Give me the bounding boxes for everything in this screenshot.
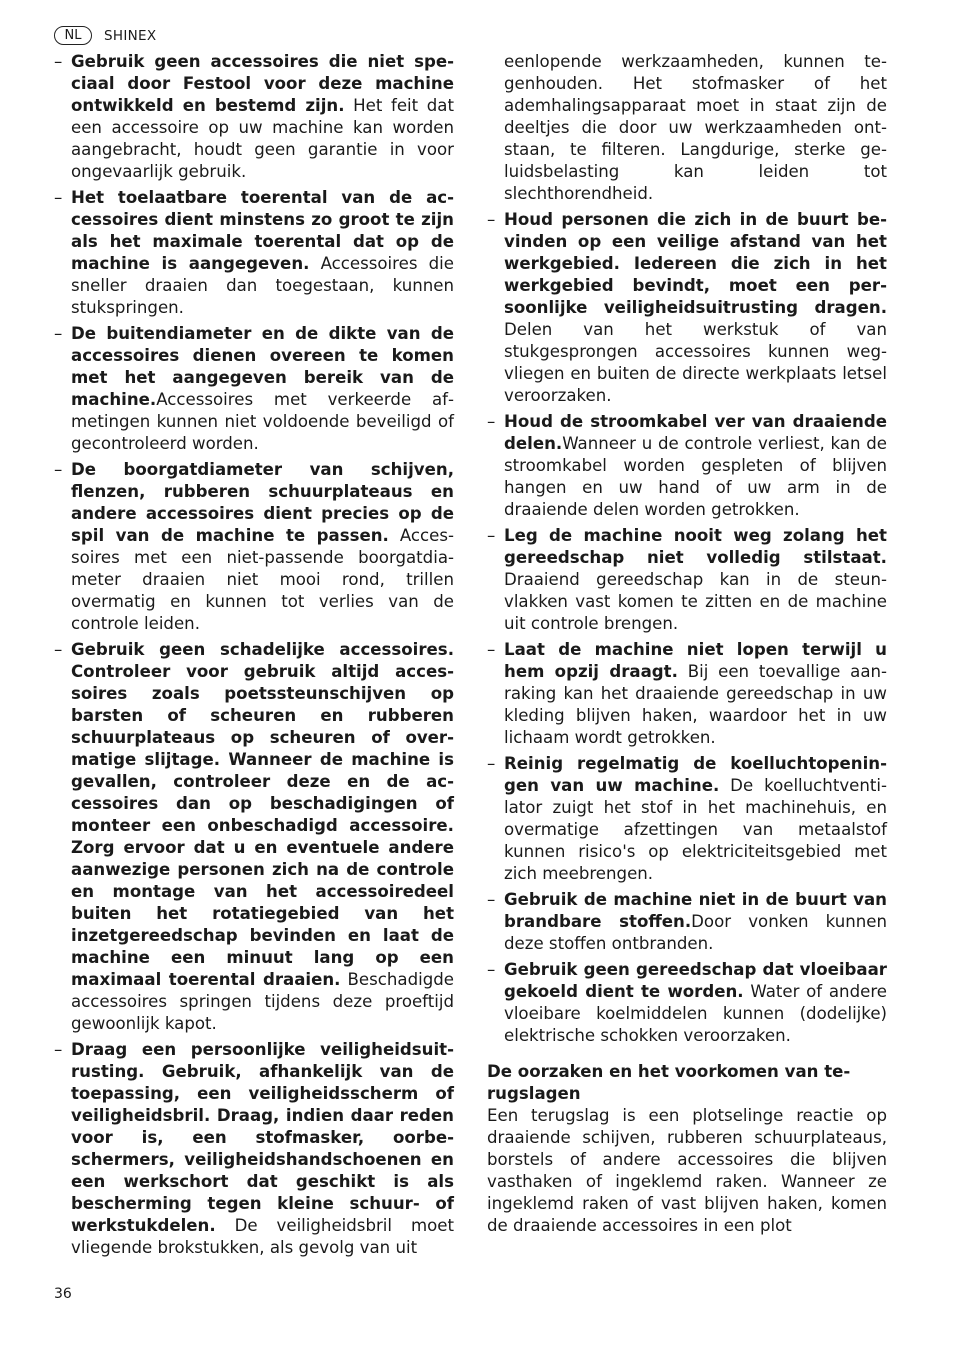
- item-bold: Gebruik geen gereedschap dat vloeibaar gekoeld dient te worden.: [504, 960, 887, 1001]
- page-number: 36: [54, 1286, 72, 1302]
- bullet-dash: –: [487, 960, 496, 979]
- right-column: [487, 51, 887, 1237]
- safety-item: [54, 639, 454, 1035]
- item-text: Water of andere vloeibare koelmiddelen kunnen (dodelijke) elektrische schokken veroorzaken.: [504, 982, 887, 1045]
- item-bold: Reinig regelmatig de koelluchtopeningen van uw machine.: [504, 754, 887, 795]
- bullet-dash: –: [487, 640, 496, 659]
- bullet-dash: –: [54, 52, 63, 71]
- section-heading: De oorzaken en het voorkomen van terugslagen: [487, 1062, 851, 1103]
- item-bold: Gebruik de machine niet in de buurt van brandbare stoffen.: [504, 890, 887, 931]
- continued-text: eenlopende werkzaamheden, kunnen tegenhouden. Het stofmasker of het ademhalingsapparaat moet in staat zijn de deeltjes die door uw werkzaamheden ontstaan, te filteren. Langdurige, sterke geluidsbelasting kan leiden tot slechthorendheid.: [504, 52, 887, 203]
- item-bold: Leg de machine nooit weg zolang het gereedschap niet volledig stilstaat.: [504, 526, 887, 567]
- item-text: De veiligheidsbril moet vliegende brokstukken, als gevolg van uit: [71, 1216, 454, 1257]
- bullet-dash: –: [487, 526, 496, 545]
- item-text: De koelluchtventilator zuigt het stof in het machinehuis, en overmatige afzettingen van metaalstof kunnen risico's op elektriciteitsgebied met zich meebrengen.: [504, 776, 887, 883]
- item-text: Beschadigde accessoires springen tijdens deze proeftijd gewoonlijk kapot.: [71, 970, 454, 1033]
- bullet-dash: –: [487, 412, 496, 431]
- item-bold: De boorgatdiameter van schijven, flenzen, rubberen schuurplateaus en andere accessoires dient precies op de spil van de machine te passen.: [71, 460, 454, 545]
- item-text: Door vonken kunnen deze stoffen ontbranden.: [504, 912, 887, 953]
- item-bold: Houd personen die zich in de buurt bevinden op een veilige afstand van het werkgebied. Iedereen die zich in het werkgebied bevindt, moet een persoonlijke veiligheidsuitrusting dragen.: [504, 210, 887, 317]
- safety-item: [487, 959, 887, 1047]
- item-text: Accessoires met een niet-passende boorgatdiameter draaien niet mooi rond, trillen overmatig en kunnen tot verlies van de controle leiden.: [71, 526, 454, 633]
- item-bold: Houd de stroomkabel ver van draaiende delen.: [504, 412, 887, 453]
- bullet-dash: –: [54, 1040, 63, 1059]
- item-bold: Draag een persoonlijke veiligheidsuitrusting. Gebruik, afhankelijk van de toepassing, een veiligheidsscherm of veiligheidsbril. Draag, indien daar reden voor is, een stofmasker, oorbeschermers, veiligheidshandschoenen en een werkschort dat geschikt is als bescherming tegen kleine schuur- of werkstukdelen.: [71, 1040, 454, 1235]
- page-header: [54, 26, 156, 45]
- product-name: SHINEX: [104, 27, 157, 44]
- bullet-dash: –: [54, 188, 63, 207]
- safety-item: [54, 187, 454, 319]
- safety-item: [487, 639, 887, 749]
- item-text: Draaiend gereedschap kan in de steunvlakken vast komen te zitten en de machine uit controle brengen.: [504, 570, 887, 633]
- bullet-dash: –: [54, 324, 63, 343]
- item-bold: Het toelaatbare toerental van de accessoires dient minstens zo groot te zijn als het maximale toerental dat op de machine is aangegeven.: [71, 188, 454, 273]
- safety-item: [487, 889, 887, 955]
- item-text: Wanneer u de controle verliest, kan de stroomkabel worden gespleten of blijven hangen en uw hand of uw arm in de draaiende delen worden getrokken.: [504, 434, 887, 519]
- left-column: [54, 51, 454, 1263]
- bullet-dash: –: [54, 460, 63, 479]
- section-body: Een terugslag is een plotselinge reactie op draaiende schijven, rubberen schuurplateaus, borstels of andere accessoires die blijven vasthaken of ingeklemd raken. Wanneer ze ingeklemd raken of vast blijven haken, komen de draaiende accessoires in een plot: [487, 1106, 887, 1235]
- item-text: Delen van het werkstuk of van stukgesprongen accessoires kunnen wegvliegen en buiten de directe werkplaats letsel veroorzaken.: [504, 320, 887, 405]
- item-bold: Gebruik geen schadelijke accessoires. Controleer voor gebruik altijd accessoires zoals poetssteunschijven op barsten of scheuren en rubberen schuurplateaus op scheuren of overmatige slijtage. Wanneer de machine is gevallen, controleer deze en de accessoires dan op beschadigingen of monteer een onbeschadigd accessoire. Zorg ervoor dat u en eventuele andere aanwezige personen zich na de controle en montage van het accessoiredeel buiten het rotatiegebied van het inzetgereedschap bevinden en laat de machine een minuut lang op een maximaal toerental draaien.: [71, 640, 454, 989]
- bullet-dash: –: [487, 754, 496, 773]
- safety-item: [487, 411, 887, 521]
- item-bold: Gebruik geen accessoires die niet speciaal door Festool voor deze machine ontwikkeld en bestemd zijn.: [71, 52, 454, 115]
- safety-item: [487, 525, 887, 635]
- safety-item: [487, 753, 887, 885]
- safety-item: [487, 209, 887, 407]
- item-text: Accessoires met verkeerde afmetingen kunnen niet voldoende beveiligd of gecontroleerd worden.: [71, 390, 454, 453]
- item-text: Bij een toevallige aanraking kan het draaiende gereedschap in uw kleding blijven haken, waardoor het in uw lichaam wordt getrokken.: [504, 662, 887, 747]
- item-text: Accessoires die sneller draaien dan toegestaan, kunnen stukspringen.: [71, 254, 454, 317]
- bullet-dash: –: [487, 210, 496, 229]
- language-badge: NL: [54, 26, 92, 45]
- item-text: Het feit dat een accessoire op uw machine kan worden aangebracht, houdt geen garantie in voor ongevaarlijk gebruik.: [71, 96, 454, 181]
- bullet-dash: –: [54, 640, 63, 659]
- safety-item: [54, 323, 454, 455]
- item-bold: De buitendiameter en de dikte van de accessoires dienen overeen te komen met het aangegeven bereik van de machine.: [71, 324, 454, 409]
- item-bold: Laat de machine niet lopen terwijl u hem opzij draagt.: [504, 640, 887, 681]
- safety-item: [54, 459, 454, 635]
- bullet-dash: –: [487, 890, 496, 909]
- safety-item: [54, 51, 454, 183]
- safety-item: [54, 1039, 454, 1259]
